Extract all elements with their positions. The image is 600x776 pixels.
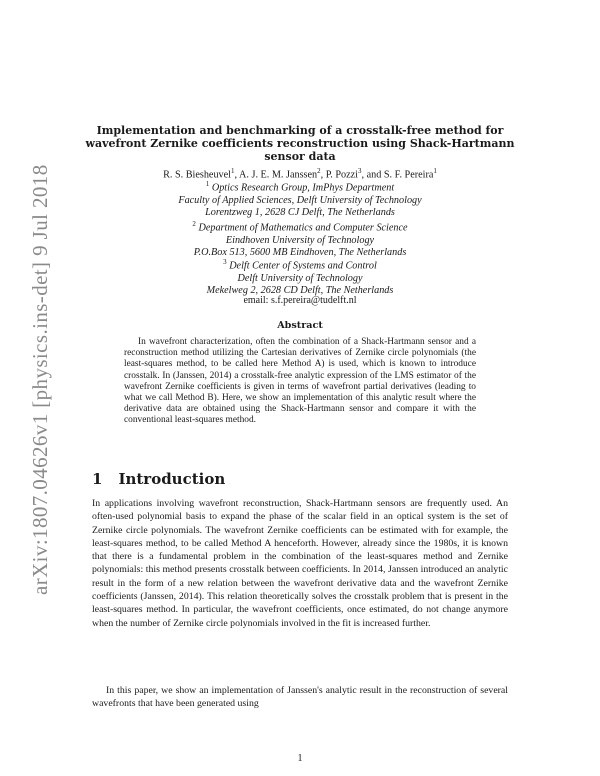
affiliation-line: Faculty of Applied Sciences, Delft University of Technology — [178, 194, 422, 206]
arxiv-stamp — [6, 165, 50, 595]
body-paragraph: In applications involving wavefront reconstruction, Shack-Hartmann sensors are frequently used. An often-used polynomial basis to expand the phase of the scalar field in an optical system is the set of Zernike circle polynomials. The wavefront Zernike coefficients can be estimated with for example, the least-squares method, to be called Method A henceforth. However, already since the 1980s, it is known that there is a fundamental problem in the combination of the least-squares method and Zernike polynomials: this method presents crosstalk between coefficients. In 2014, Janssen introduced an analytic result in the form of a new relation between the wavefront derivative data and the wavefront Zernike coefficients (Janssen, 2014). This relation theoretically solves the crosstalk problem that is present in the least-squares method. In particular, the wavefront coefficients, once estimated, do not change anymore when the number of Zernike circle polynomials involved in the fit is increased further. — [92, 498, 508, 629]
affiliation-mark: 2 — [192, 220, 196, 228]
affiliation-line: Delft University of Technology — [237, 272, 363, 284]
affiliation-line: Department of Mathematics and Computer Science — [198, 222, 408, 234]
affiliation-3 — [80, 256, 520, 298]
author-affiliation-mark: 3 — [358, 167, 362, 175]
affiliation-1 — [80, 178, 520, 220]
affiliation-mark: 3 — [223, 258, 227, 266]
affiliation-line: P.O.Box 513, 5600 MB Eindhoven, The Netherlands — [193, 247, 407, 259]
abstract-heading: Abstract — [277, 320, 323, 331]
body-paragraph: In this paper, we show an implementation of Janssen's analytic result in the reconstruction of several wavefronts that have been generated using — [92, 685, 508, 710]
author-separator: , and — [361, 169, 384, 181]
abstract-text: In wavefront characterization, often the combination of a Shack-Hartmann sensor and a reconstruction method utilizing the Cartesian derivatives of Zernike circle polynomials (the least-squares method, to be called here Method A) is used, which is known to introduce crosstalk. In (Janssen, 2014) a crosstalk-free analytic expression of the LMS estimator of the wavefront Zernike coefficients is given in terms of wavefront partial derivatives (leading to what we call Method B). Here, we show an implementation of this analytic result where the derivative data are obtained using the Shack-Hartmann sensor and compare it with the conventional least-squares method. — [124, 337, 476, 426]
author-affiliation-mark: 1 — [433, 167, 437, 175]
page-number: 1 — [297, 753, 303, 764]
contact-email: email: s.f.pereira@tudelft.nl — [243, 295, 357, 306]
section-number: 1 — [92, 470, 103, 488]
affiliation-line: Delft Center of Systems and Control — [229, 260, 377, 272]
author-name: S. F. Pereira — [383, 169, 434, 181]
author-name: A. J. E. M. Janssen — [239, 169, 318, 181]
affiliation-line: Eindhoven University of Technology — [225, 234, 375, 246]
author-name: R. S. Biesheuvel — [163, 169, 231, 181]
section-title: Introduction — [118, 470, 226, 488]
affiliation-2 — [80, 218, 520, 260]
author-affiliation-mark: 2 — [317, 167, 321, 175]
author-affiliation-mark: 1 — [231, 167, 235, 175]
affiliation-line: Mekelweg 2, 2628 CD Delft, The Netherlands — [206, 285, 394, 297]
arxiv-identifier: arXiv:1807.04626v1 [physics.ins-det] 9 Jul 2018 — [28, 164, 52, 595]
author-separator: , — [234, 169, 240, 181]
affiliation-line: Lorentzweg 1, 2628 CJ Delft, The Netherlands — [205, 207, 395, 219]
affiliation-mark: 1 — [205, 180, 210, 188]
author-name: P. Pozzi — [325, 169, 358, 181]
section-heading — [92, 470, 225, 488]
author-separator: , — [320, 169, 326, 181]
paper-title: Implementation and benchmarking of a crosstalk-free method for wavefront Zernike coefficients reconstruction using Shack-Hartmann sensor data — [85, 124, 515, 163]
affiliation-line: Optics Research Group, ImPhys Department — [211, 182, 395, 194]
